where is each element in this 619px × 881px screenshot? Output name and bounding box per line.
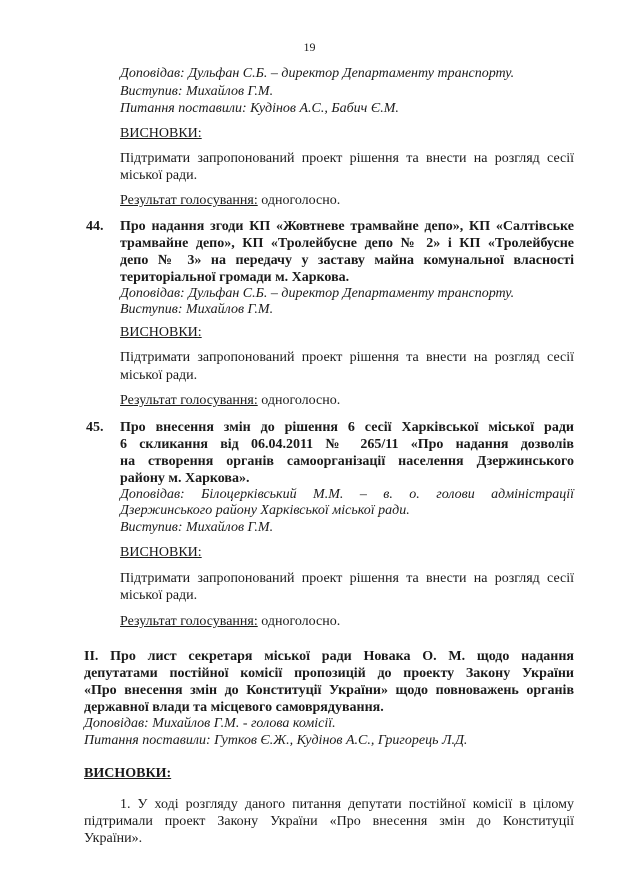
item44-conclusion-line2: міської ради. <box>120 368 198 383</box>
item44-title-line1: Про надання згоди КП «Жовтневе трамвайне депо», КП «Салтівське <box>120 219 574 234</box>
item45-number: 45. <box>86 420 104 435</box>
section2-para-line1: 1. У ході розгляду даного питання депутати постійної комісії в цілому <box>120 797 574 812</box>
section2-title-line2: депутатами постійної комісії пропозицій до проекту Закону України <box>84 666 574 681</box>
item45-title-line1: Про внесення змін до рішення 6 сесії Харківської міської ради <box>120 420 574 435</box>
section2-title-line4: державної влади та місцевого самоврядування. <box>84 700 384 715</box>
section2-title-line1: ІІ. Про лист секретаря міської ради Новака О. М. щодо надання <box>84 649 574 664</box>
item44-conclusion-line1: Підтримати запропонований проект рішення та внести на розгляд сесії <box>120 350 574 365</box>
item44-conclusions-heading: ВИСНОВКИ: <box>120 325 202 340</box>
vote-label: Результат голосування: <box>120 393 258 408</box>
vote-label: Результат голосування: <box>120 614 258 629</box>
section2-title-line3: «Про внесення змін до Конституції України» щодо повноважень органів <box>84 683 574 698</box>
item45-conclusions-heading: ВИСНОВКИ: <box>120 545 202 560</box>
item45-title-line2: 6 скликання від 06.04.2011 № 265/11 «Про надання дозволів <box>120 437 574 452</box>
vote-value: одноголосно. <box>257 614 341 629</box>
item44-spoke: Виступив: Михайлов Г.М. <box>120 302 274 317</box>
item44-vote-result <box>120 393 340 409</box>
item43-vote-result <box>120 193 340 209</box>
item43-conclusion-line1: Підтримати запропонований проект рішення та внести на розгляд сесії <box>120 151 574 166</box>
item45-title-line4: району м. Харкова». <box>120 471 250 486</box>
section2-speaker: Доповідав: Михайлов Г.М. - голова комісії. <box>84 716 336 731</box>
vote-value: одноголосно. <box>257 393 341 408</box>
page-number: 19 <box>303 40 316 54</box>
item44-title-line4: територіальної громади м. Харкова. <box>120 270 350 285</box>
section2-para-line3: України». <box>84 831 143 846</box>
item43-spoke: Виступив: Михайлов Г.М. <box>120 84 274 99</box>
item45-speaker-line1: Доповідав: Білоцерківський М.М. – в. о. голови адміністрації <box>120 487 574 502</box>
section2-conclusions-heading: ВИСНОВКИ: <box>84 766 172 781</box>
item45-speaker-line2: Дзержинського району Харківської міської ради. <box>120 503 410 518</box>
item43-questions: Питання поставили: Кудінов А.С., Бабич Є.М. <box>120 101 399 116</box>
item44-title-line2: трамвайне депо», КП «Тролейбусне депо № 2» і КП «Тролейбусне <box>120 236 574 251</box>
item44-number: 44. <box>86 219 104 234</box>
vote-label: Результат голосування: <box>120 193 258 208</box>
item43-conclusions-heading: ВИСНОВКИ: <box>120 126 202 141</box>
vote-value: одноголосно. <box>257 193 341 208</box>
section2-para-line2: підтримали проект Закону України «Про внесення змін до Конституції <box>84 814 574 829</box>
item45-title-line3: на створення органів самоорганізації населення Дзержинського <box>120 454 574 469</box>
item44-title-line3: депо № 3» на передачу у заставу майна комунальної власності <box>120 253 574 268</box>
item43-conclusion-line2: міської ради. <box>120 168 198 183</box>
item45-conclusion-line2: міської ради. <box>120 588 198 603</box>
item45-conclusion-line1: Підтримати запропонований проект рішення та внести на розгляд сесії <box>120 571 574 586</box>
item45-spoke: Виступив: Михайлов Г.М. <box>120 520 274 535</box>
item44-speaker: Доповідав: Дульфан С.Б. – директор Департаменту транспорту. <box>120 286 515 301</box>
item45-vote-result <box>120 614 340 630</box>
section2-questions: Питання поставили: Гутков Є.Ж., Кудінов А.С., Григорець Л.Д. <box>84 733 468 748</box>
item43-speaker: Доповідав: Дульфан С.Б. – директор Департаменту транспорту. <box>120 66 515 81</box>
